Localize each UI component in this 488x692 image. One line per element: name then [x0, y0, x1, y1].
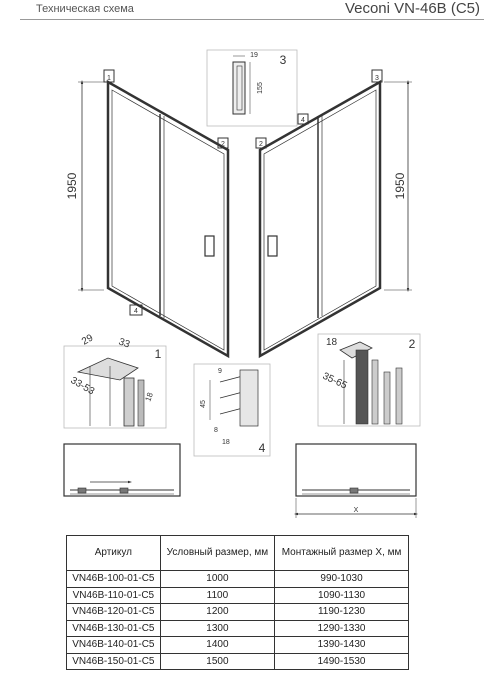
- cell-nominal: 1300: [160, 620, 274, 637]
- right-door-assembly: [256, 70, 382, 356]
- cell-mount: 1290-1330: [275, 620, 409, 637]
- cell-article: VN46B-150-01-C5: [67, 653, 161, 670]
- header-mount-size: Монтажный размер X, мм: [275, 536, 409, 571]
- cell-nominal: 1000: [160, 571, 274, 588]
- detail-3-dim-width: 19: [250, 52, 258, 59]
- detail-1-number: 1: [154, 347, 162, 361]
- detail-4-number: 4: [258, 441, 266, 455]
- table-row: [67, 637, 409, 654]
- detail-2-dim-b: 35-65: [320, 370, 349, 392]
- header-nominal-size: Условный размер, мм: [160, 536, 274, 571]
- document-type-title: Техническая схема: [36, 3, 134, 15]
- table-row: [67, 604, 409, 621]
- callout-2-right: 2: [259, 141, 263, 148]
- detail-1-dim-a: 29: [80, 332, 96, 348]
- detail-2-profile: [318, 334, 420, 426]
- header-article: Артикул: [67, 536, 161, 571]
- detail-1-profile: [64, 332, 166, 428]
- table-row: [67, 571, 409, 588]
- product-model-title: Veconi VN-46B (C5): [344, 0, 480, 17]
- detail-3-handle: [207, 50, 297, 126]
- callout-2-left: 2: [221, 141, 225, 148]
- cell-article: VN46B-110-01-C5: [67, 587, 161, 604]
- left-door-assembly: [104, 70, 228, 356]
- cell-article: VN46B-100-01-C5: [67, 571, 161, 588]
- table-row: [67, 620, 409, 637]
- cell-article: VN46B-130-01-C5: [67, 620, 161, 637]
- detail-2-number: 2: [408, 337, 416, 351]
- table-row: [67, 587, 409, 604]
- cell-nominal: 1200: [160, 604, 274, 621]
- cell-mount: 1190-1230: [275, 604, 409, 621]
- detail-4-dim-b: 45: [200, 400, 207, 408]
- detail-3-number: 3: [279, 53, 287, 67]
- right-height-label: 1950: [393, 172, 407, 200]
- table-header-row: [67, 536, 409, 571]
- right-door-handle: [268, 236, 277, 256]
- plan-view-left: [64, 444, 180, 496]
- callout-3: 3: [375, 75, 379, 82]
- cell-nominal: 1400: [160, 637, 274, 654]
- table-row: [67, 653, 409, 670]
- cell-mount: 1390-1430: [275, 637, 409, 654]
- cell-mount: 1090-1130: [275, 587, 409, 604]
- callout-4-right: 4: [301, 117, 305, 124]
- spec-table: [66, 535, 409, 670]
- cell-mount: 1490-1530: [275, 653, 409, 670]
- callout-1: 1: [107, 75, 111, 82]
- detail-1-dim-d: 18: [143, 391, 155, 403]
- right-height-dimension: [384, 82, 412, 290]
- left-height-label: 1950: [65, 172, 79, 200]
- cell-nominal: 1500: [160, 653, 274, 670]
- detail-2-dim-a: 18: [326, 337, 338, 348]
- detail-4-dim-d: 18: [222, 439, 230, 446]
- left-height-dimension: [65, 82, 104, 290]
- left-door-handle: [205, 236, 214, 256]
- cell-mount: 990-1030: [275, 571, 409, 588]
- cell-article: VN46B-140-01-C5: [67, 637, 161, 654]
- cell-nominal: 1100: [160, 587, 274, 604]
- detail-4-dim-c: 8: [214, 427, 218, 434]
- detail-1-dim-b: 33: [116, 336, 132, 351]
- callout-4-left: 4: [134, 308, 138, 315]
- detail-3-dim-height: 155: [257, 82, 264, 94]
- detail-4-roller: [194, 364, 270, 456]
- plan-dim-x: X: [353, 507, 359, 514]
- cell-article: VN46B-120-01-C5: [67, 604, 161, 621]
- detail-4-dim-a: 9: [218, 368, 222, 375]
- detail-1-dim-c: 33-53: [68, 375, 97, 398]
- plan-view-right: [296, 444, 416, 518]
